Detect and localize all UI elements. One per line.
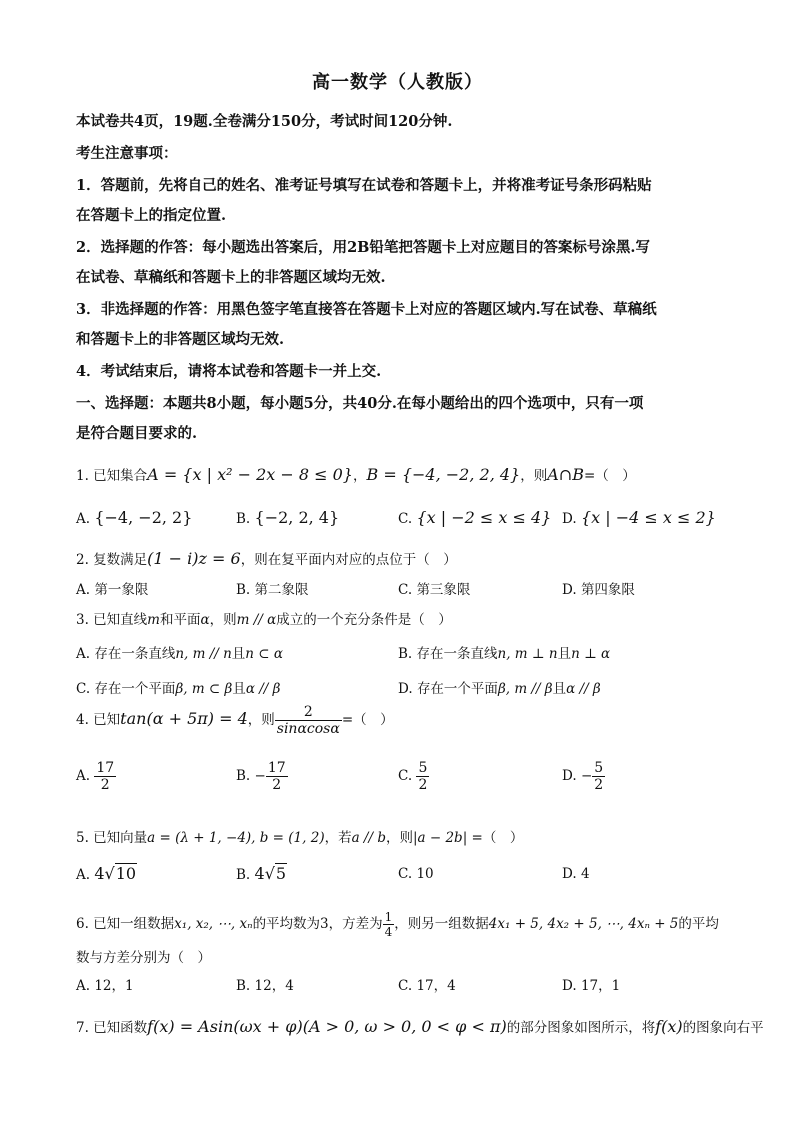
option-label: B. — [398, 646, 413, 662]
q3-cond: m // α — [236, 612, 277, 628]
option-label: A. — [76, 582, 91, 598]
option-math: n ⊥ α — [571, 646, 611, 662]
option-label: A. — [76, 511, 91, 527]
q6-variance-fraction — [383, 910, 395, 939]
q6-text: 6. 已知一组数据 — [76, 916, 175, 932]
q5-text: 5. 已知向量 — [76, 830, 148, 846]
notice-line: 在试卷、草稿纸和答题卡上的非答题区域均无效. — [76, 269, 386, 286]
notice-line: 2．选择题的作答：每小题选出答案后，用2B铅笔把答题卡上对应题目的答案标号涂黑.写 — [76, 239, 650, 256]
q6-text: 的平均数为3，方差为 — [252, 916, 383, 932]
option-coef: 4 — [254, 864, 265, 883]
q4-text: ，则 — [247, 712, 275, 728]
q3-option-a — [76, 642, 283, 662]
question-6-stem-cont: 数与方差分别为（ ） — [76, 950, 211, 966]
q5-option-d — [562, 866, 590, 882]
option-label: C. — [398, 511, 413, 527]
q4-option-d — [562, 760, 605, 793]
option-radicand: 5 — [275, 864, 287, 883]
option-label: B. — [236, 511, 251, 527]
q2-expr: (1 − i)z = 6 — [147, 549, 241, 568]
option-text: 17，4 — [416, 978, 456, 994]
option-label: C. — [398, 582, 413, 598]
option-math: n, m // n — [175, 646, 232, 662]
option-text: {x | −2 ≤ x ≤ 4} — [416, 508, 552, 527]
fraction-denominator: 2 — [418, 777, 428, 793]
q1-expr: A∩B — [547, 465, 584, 484]
fraction-numerator: 5 — [594, 760, 604, 776]
question-6-stem — [76, 910, 719, 939]
q3-option-c — [76, 677, 280, 697]
option-text: {−2, 2, 4} — [254, 508, 340, 527]
option-text: 存在一条直线 — [94, 646, 176, 662]
q5-option-c — [398, 866, 434, 882]
option-text: 且 — [232, 681, 246, 697]
q4-option-a — [76, 760, 116, 793]
option-text: {x | −4 ≤ x ≤ 2} — [580, 508, 716, 527]
q1-text: =（ ） — [583, 468, 636, 484]
section-heading-cont: 是符合题目要求的. — [76, 425, 198, 442]
option-fraction — [94, 760, 116, 793]
option-text: 12，1 — [94, 978, 134, 994]
q4-fraction — [275, 704, 342, 737]
q4-text: 4. 已知 — [76, 712, 121, 728]
fraction-denominator: 2 — [266, 776, 288, 793]
q6-option-a — [76, 974, 134, 994]
option-label: A. — [76, 867, 91, 883]
q4-eq: = — [341, 712, 354, 728]
option-text: 第四象限 — [580, 582, 635, 598]
page-title: 高一数学（人教版） — [312, 72, 483, 93]
fraction-denominator: 2 — [94, 776, 116, 793]
option-sign: − — [254, 768, 266, 784]
q1-option-d — [562, 508, 716, 527]
q1-text: 1. 已知集合 — [76, 468, 148, 484]
option-text: 存在一个平面 — [416, 681, 498, 697]
option-text: 存在一条直线 — [416, 646, 498, 662]
q7-fx: f(x) — [655, 1017, 683, 1036]
q4-option-b — [236, 760, 288, 793]
q3-option-d — [398, 677, 601, 697]
option-math: n ⊂ α — [245, 646, 284, 662]
option-label: D. — [398, 681, 413, 697]
q3-text: 成立的一个充分条件是（ ） — [276, 612, 452, 628]
option-label: B. — [236, 582, 251, 598]
q2-option-d — [562, 578, 635, 598]
section-heading: 一、选择题：本题共8小题，每小题5分，共40分.在每小题给出的四个选项中，只有一项 — [76, 395, 644, 412]
q2-option-c — [398, 578, 470, 598]
option-text: 17，1 — [580, 978, 621, 994]
option-text: 第三象限 — [416, 582, 471, 598]
option-label: B. — [236, 768, 251, 784]
fraction-numerator: 5 — [418, 760, 428, 776]
q6-text: ，则另一组数据 — [394, 916, 489, 932]
q6-option-d — [562, 974, 620, 994]
option-label: C. — [398, 978, 413, 994]
q7-text: 7. 已知函数 — [76, 1020, 148, 1036]
notice-line: 和答题卡上的非答题区域均无效. — [76, 331, 285, 348]
q5-parallel: a // b — [351, 830, 386, 846]
q1-set-b: B = {−4, −2, 2, 4} — [366, 465, 521, 484]
option-fraction — [592, 760, 605, 793]
option-label: B. — [236, 867, 251, 883]
option-label: C. — [398, 768, 413, 784]
notice-line: 1．答题前，先将自己的姓名、准考证号填写在试卷和答题卡上，并将准考证号条形码粘贴 — [76, 177, 652, 194]
option-label: D. — [562, 511, 577, 527]
q7-text: 的图象向右平 — [682, 1020, 764, 1036]
q5-option-a — [76, 864, 137, 883]
fraction-denominator: 2 — [594, 777, 604, 793]
q6-option-c — [398, 974, 456, 994]
option-math: α // β — [245, 681, 281, 697]
option-label: D. — [562, 866, 577, 882]
q1-set-a: A = {x | x² − 2x − 8 ≤ 0} — [147, 465, 353, 484]
option-text: 4 — [580, 866, 590, 882]
fraction-numerator: 17 — [96, 760, 115, 776]
option-label: B. — [236, 978, 251, 994]
q7-function: f(x) = Asin(ωx + φ)(A > 0, ω > 0, 0 < φ < π) — [147, 1017, 507, 1036]
q5-abs: |a − 2b| = — [412, 830, 483, 846]
q2-option-b — [236, 578, 309, 598]
option-text: 且 — [557, 646, 572, 662]
option-label: A. — [76, 978, 91, 994]
question-1-stem — [76, 464, 636, 484]
fraction-numerator: 17 — [267, 760, 286, 776]
sqrt-symbol: √ — [264, 864, 275, 883]
option-label: A. — [76, 646, 91, 662]
q1-option-b — [236, 508, 339, 527]
q5-text: ，若 — [324, 830, 352, 846]
q3-text: 3. 已知直线 — [76, 612, 148, 628]
notice-line: 在答题卡上的指定位置. — [76, 207, 227, 224]
question-4-stem — [76, 704, 394, 737]
fraction-numerator: 2 — [303, 704, 313, 720]
option-math: α // β — [566, 681, 601, 697]
question-3-stem — [76, 608, 452, 628]
notice-line: 3．非选择题的作答：用黑色签字笔直接答在答题卡上对应的答题区域内.写在试卷、草稿纸 — [76, 301, 657, 318]
q1-text: ，则 — [520, 468, 548, 484]
question-2-stem — [76, 548, 457, 568]
q4-text: （ ） — [353, 712, 394, 728]
fraction-numerator: 1 — [384, 910, 393, 924]
q1-option-a — [76, 508, 192, 527]
option-label: C. — [76, 681, 91, 697]
q5-vectors: a = (λ + 1, −4), b = (1, 2) — [147, 830, 325, 846]
q5-option-b — [236, 864, 287, 883]
q4-expr: tan(α + 5π) = 4 — [120, 709, 248, 728]
q6-option-b — [236, 974, 294, 994]
q2-option-a — [76, 578, 148, 598]
option-math: β, m // β — [497, 681, 553, 697]
option-fraction — [416, 760, 429, 793]
option-text: 12，4 — [254, 978, 294, 994]
fraction-denominator: 4 — [384, 925, 393, 939]
fraction-denominator: sinαcosα — [276, 721, 340, 737]
option-text: 且 — [231, 646, 246, 662]
notice-heading: 考生注意事项： — [76, 145, 178, 162]
q4-option-c — [398, 760, 429, 793]
option-label: C. — [398, 866, 413, 882]
intro-line: 本试卷共4页，19题.全卷满分150分，考试时间120分钟. — [76, 113, 453, 130]
q6-text: 的平均 — [678, 916, 719, 932]
option-fraction — [266, 760, 288, 793]
q3-option-b — [398, 642, 610, 662]
question-5-stem — [76, 826, 523, 846]
option-label: A. — [76, 768, 91, 784]
option-label: D. — [562, 978, 577, 994]
q2-text: 2. 复数满足 — [76, 552, 148, 568]
question-7-stem — [76, 1016, 764, 1036]
option-text: 且 — [552, 681, 567, 697]
q3-alpha: α — [200, 612, 210, 628]
option-label: D. — [562, 582, 577, 598]
sqrt-symbol: √ — [104, 864, 115, 883]
q5-text: ，则 — [385, 830, 413, 846]
option-math: β, m ⊂ β — [175, 681, 233, 697]
q6-data1: x₁, x₂, ⋯, xₙ — [174, 916, 253, 932]
option-math: n, m ⊥ n — [497, 646, 558, 662]
option-label: D. — [562, 768, 577, 784]
q3-text: ，则 — [209, 612, 237, 628]
option-text: 10 — [416, 866, 434, 882]
option-coef: 4 — [94, 864, 105, 883]
notice-line: 4．考试结束后，请将本试卷和答题卡一并上交. — [76, 363, 382, 380]
q5-text: （ ） — [482, 830, 524, 846]
option-text: 存在一个平面 — [94, 681, 176, 697]
q3-text: 和平面 — [159, 612, 201, 628]
option-sign: − — [580, 768, 593, 784]
option-text: {−4, −2, 2} — [94, 508, 193, 527]
q7-text: 的部分图象如图所示，将 — [506, 1020, 656, 1036]
option-radicand: 10 — [115, 864, 137, 883]
q2-text: ，则在复平面内对应的点位于（ ） — [240, 552, 457, 568]
q1-sep: ， — [352, 468, 367, 484]
option-text: 第一象限 — [94, 582, 149, 598]
q3-m: m — [147, 612, 160, 628]
q6-data2: 4x₁ + 5, 4x₂ + 5, ⋯, 4xₙ + 5 — [488, 916, 679, 932]
option-text: 第二象限 — [254, 582, 309, 598]
q1-option-c — [398, 508, 551, 527]
